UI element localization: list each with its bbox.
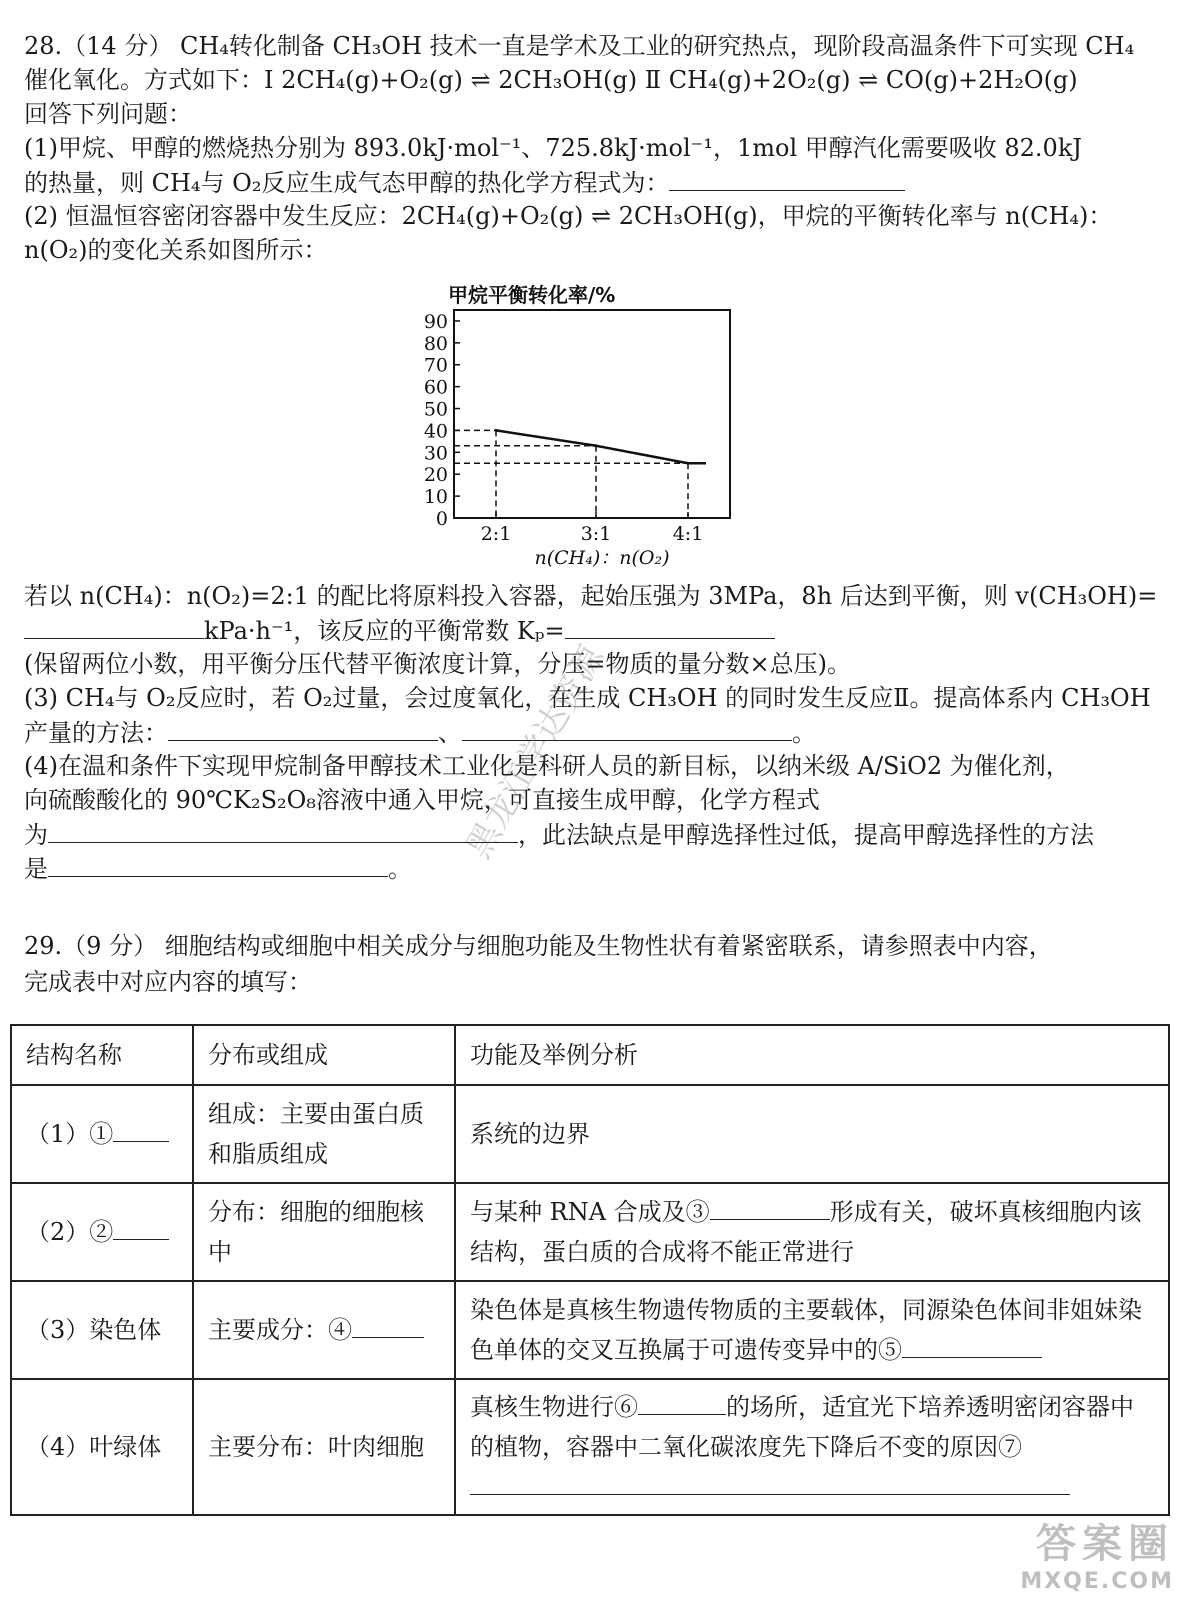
selectivity-blank[interactable] bbox=[48, 852, 388, 877]
q28-part2-line2: n(O₂)的变化关系如图所示： bbox=[24, 236, 328, 264]
stamp-watermark: 黑龙江学达资源 bbox=[458, 639, 613, 866]
distribution-cell: 组成：主要由蛋白质和脂质组成 bbox=[193, 1085, 455, 1183]
y-tick-label: 70 bbox=[423, 354, 448, 377]
method-blank-2[interactable] bbox=[462, 716, 792, 741]
site-watermark bbox=[1020, 1512, 1174, 1594]
function-cell: 系统的边界 bbox=[455, 1085, 1169, 1183]
table-row bbox=[11, 1085, 1169, 1183]
distribution-cell bbox=[193, 1281, 455, 1379]
equation-blank[interactable] bbox=[48, 818, 518, 843]
q28-part4-line1: (4)在温和条件下实现甲烷制备甲醇技术工业化是科研人员的新目标，以纳米级 A/SiO2 为催化剂， bbox=[24, 752, 1070, 780]
q28-part2-line4 bbox=[24, 614, 1174, 647]
watermark-url: MXQE.COM bbox=[1020, 1569, 1174, 1594]
y-tick-label: 80 bbox=[423, 332, 448, 355]
table-row bbox=[11, 1183, 1169, 1281]
y-tick-label: 60 bbox=[423, 376, 448, 399]
chart-title: 甲烷平衡转化率/% bbox=[448, 283, 616, 307]
row-label: （1）① bbox=[26, 1120, 114, 1148]
structure-name bbox=[11, 1183, 193, 1281]
conversion-chart bbox=[400, 280, 740, 580]
q28-part3-line2 bbox=[24, 716, 1174, 749]
header-function: 功能及举例分析 bbox=[455, 1025, 1169, 1085]
header-distribution: 分布或组成 bbox=[193, 1025, 455, 1085]
answer-blank[interactable] bbox=[113, 1117, 169, 1142]
y-tick-label: 0 bbox=[435, 508, 448, 530]
y-tick-label: 50 bbox=[423, 398, 448, 421]
period: 。 bbox=[792, 719, 816, 747]
data-point bbox=[595, 444, 598, 447]
series-line bbox=[496, 430, 688, 463]
structure-name bbox=[11, 1085, 193, 1183]
q29-table bbox=[10, 1024, 1170, 1516]
q28-part4-line3 bbox=[24, 818, 1174, 851]
method-blank-1[interactable] bbox=[168, 716, 438, 741]
y-tick-label: 10 bbox=[423, 486, 448, 509]
separator: 、 bbox=[438, 719, 462, 747]
y-tick-label: 90 bbox=[423, 310, 448, 333]
function-cell bbox=[455, 1183, 1169, 1281]
answer-blank[interactable] bbox=[710, 1195, 830, 1220]
data-point bbox=[495, 429, 498, 432]
answer-blank[interactable] bbox=[638, 1390, 726, 1415]
kp-blank[interactable] bbox=[565, 614, 775, 639]
x-tick-label: 4:1 bbox=[672, 523, 704, 545]
function-cell bbox=[455, 1379, 1169, 1515]
header-structure: 结构名称 bbox=[11, 1025, 193, 1085]
answer-blank[interactable] bbox=[352, 1313, 424, 1338]
q28-reactions: 催化氧化。方式如下：Ⅰ 2CH₄(g)+O₂(g) ⇌ 2CH₃OH(g) Ⅱ CH₄(g)+2O₂(g) ⇌ CO(g)+2H₂O(g) bbox=[24, 66, 1078, 94]
answer-blank[interactable] bbox=[113, 1215, 169, 1240]
row-label: （2）② bbox=[26, 1218, 114, 1246]
func-text: 染色体是真核生物遗传物质的主要载体，同源染色体间非姐妹染色单体的交叉互换属于可遗传变异中的⑤ bbox=[470, 1296, 1142, 1364]
x-tick-label: 3:1 bbox=[580, 523, 612, 545]
structure-name: （4）叶绿体 bbox=[11, 1379, 193, 1515]
q28-part4-line4 bbox=[24, 852, 1174, 885]
x-axis-label: n(CH₄)：n(O₂) bbox=[534, 547, 670, 569]
chart-svg bbox=[400, 280, 740, 580]
q29-prompt: 完成表中对应内容的填写： bbox=[24, 968, 312, 996]
answer-blank[interactable] bbox=[669, 166, 905, 191]
q28-part1-line2 bbox=[24, 166, 1174, 199]
q28-part1-line1: (1)甲烷、甲醇的燃烧热分别为 893.0kJ·mol⁻¹、725.8kJ·mol⁻¹，1mol 甲醇汽化需要吸收 82.0kJ bbox=[24, 134, 1082, 162]
func-text: 形成有关，破坏真核细胞内该结构，蛋白质的合成将不能正常进行 bbox=[470, 1198, 1142, 1266]
x-tick-label: 2:1 bbox=[480, 523, 512, 545]
q28-part2-unit: kPa·h⁻¹，该反应的平衡常数 Kₚ= bbox=[204, 617, 565, 645]
y-tick-label: 40 bbox=[423, 420, 448, 443]
q28-part3-text: 产量的方法： bbox=[24, 719, 168, 747]
q28-part2-line5: (保留两位小数，用平衡分压代替平衡浓度计算，分压=物质的量分数×总压)。 bbox=[24, 650, 851, 678]
function-cell bbox=[455, 1281, 1169, 1379]
q28-part1-text: 的热量，则 CH₄与 O₂反应生成气态甲醇的热化学方程式为： bbox=[24, 169, 670, 197]
distribution-cell: 主要分布：叶肉细胞 bbox=[193, 1379, 455, 1515]
answer-blank[interactable] bbox=[470, 1470, 1070, 1495]
q28-part3-line1: (3) CH₄与 O₂反应时，若 O₂过量，会过度氧化，在生成 CH₃OH 的同时发生反应Ⅱ。提高体系内 CH₃OH bbox=[24, 684, 1151, 712]
func-text: 的场所，适宜光下培养透明密闭容器中的植物，容器中二氧化碳浓度先下降后不变的原因⑦ bbox=[470, 1393, 1134, 1461]
q28-part4-line2: 向硫酸酸化的 90℃K₂S₂O₈溶液中通入甲烷，可直接生成甲醇，化学方程式 bbox=[24, 786, 820, 814]
period: 。 bbox=[388, 855, 412, 883]
answer-blank[interactable] bbox=[902, 1333, 1042, 1358]
structure-name: （3）染色体 bbox=[11, 1281, 193, 1379]
q28-part2-line1: (2) 恒温恒容密闭容器中发生反应：2CH₄(g)+O₂(g) ⇌ 2CH₃OH(g)，甲烷的平衡转化率与 n(CH₄)： bbox=[24, 202, 1113, 230]
table-header-row bbox=[11, 1025, 1169, 1085]
q28-part4-shi: 是 bbox=[24, 855, 48, 883]
y-tick-label: 20 bbox=[423, 464, 448, 487]
rate-blank[interactable] bbox=[24, 614, 204, 639]
watermark-logo: 答案圈 bbox=[1036, 1521, 1174, 1567]
q28-part4-wei: 为 bbox=[24, 821, 48, 849]
q28-prompt: 回答下列问题： bbox=[24, 100, 192, 128]
table-row bbox=[11, 1281, 1169, 1379]
func-text: 真核生物进行⑥ bbox=[470, 1393, 638, 1421]
dist-text: 主要成分：④ bbox=[208, 1316, 352, 1344]
table-row bbox=[11, 1379, 1169, 1515]
func-text: 与某种 RNA 合成及③ bbox=[470, 1198, 710, 1226]
distribution-cell: 分布：细胞的细胞核中 bbox=[193, 1183, 455, 1281]
y-tick-label: 30 bbox=[423, 442, 448, 465]
q28-header: 28.（14 分） CH₄转化制备 CH₃OH 技术一直是学术及工业的研究热点，现阶段高温条件下可实现 CH₄ bbox=[24, 32, 1135, 60]
q28-part4-text: ，此法缺点是甲醇选择性过低，提高甲醇选择性的方法 bbox=[518, 821, 1094, 849]
q28-part2-line3: 若以 n(CH₄)：n(O₂)=2:1 的配比将原料投入容器，起始压强为 3MPa，8h 后达到平衡，则 v(CH₃OH)= bbox=[24, 582, 1158, 610]
q29-header: 29.（9 分） 细胞结构或细胞中相关成分与细胞功能及生物性状有着紧密联系，请参照表中内容， bbox=[24, 932, 1053, 960]
